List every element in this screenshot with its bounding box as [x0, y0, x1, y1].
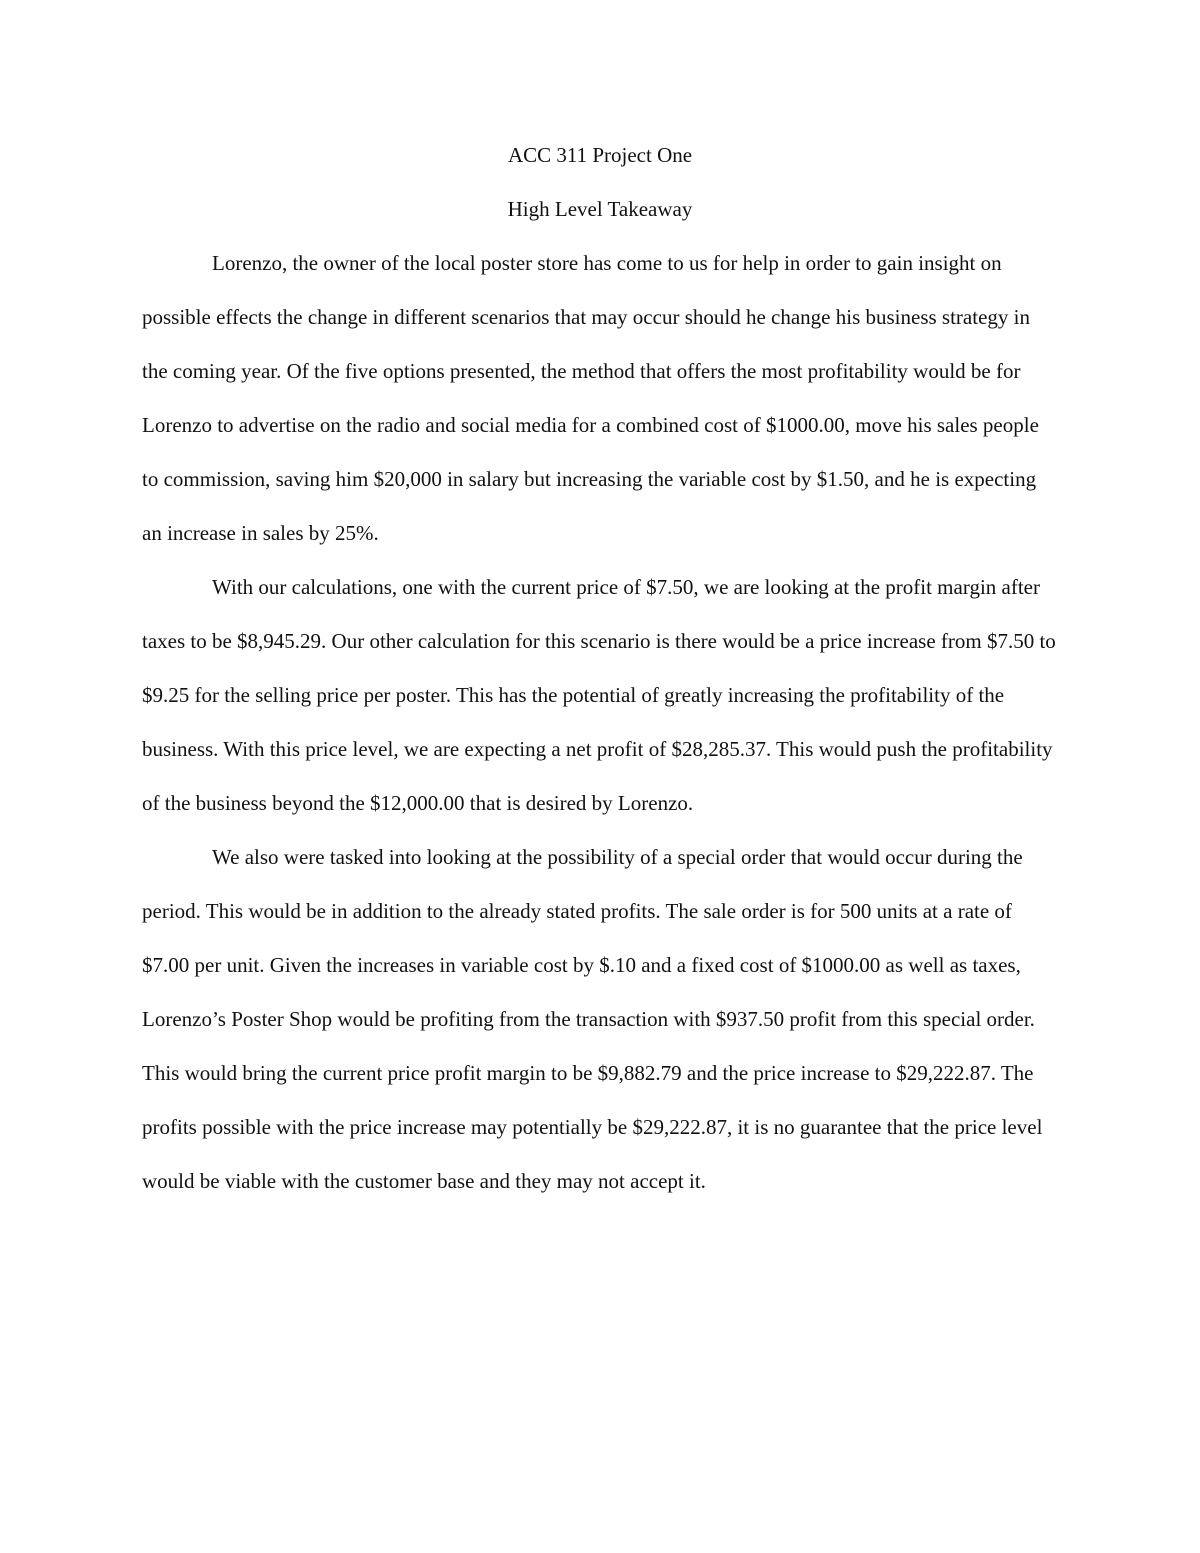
paragraph-1: Lorenzo, the owner of the local poster store has come to us for help in order to gain insight on possible effects the change in different scenarios that may occur should he change his business strategy in the coming year. Of the five options presented, the method that offers the most profitability would be for Lorenzo to advertise on the radio and social media for a combined cost of $1000.00, move his sales people to commission, saving him $20,000 in salary but increasing the variable cost by $1.50, and he is expecting an increase in sales by 25%. — [142, 251, 1039, 545]
document-title: ACC 311 Project One — [507, 143, 693, 167]
document-body — [142, 128, 1058, 1208]
document-subtitle: High Level Takeaway — [507, 197, 693, 221]
paragraph-2: With our calculations, one with the current price of $7.50, we are looking at the profit margin after taxes to be $8,945.29. Our other calculation for this scenario is there would be a price increase from $7.50 to $9.25 for the selling price per poster. This has the potential of greatly increasing the profitability of the business. With this price level, we are expecting a net profit of $28,285.37. This would push the profitability of the business beyond the $12,000.00 that is desired by Lorenzo. — [142, 575, 1056, 815]
paragraph-3: We also were tasked into looking at the possibility of a special order that would occur during the period. This would be in addition to the already stated profits. The sale order is for 500 units at a rate of $7.00 per unit. Given the increases in variable cost by $.10 and a fixed cost of $1000.00 as well as taxes, Lorenzo’s Poster Shop would be profiting from the transaction with $937.50 profit from this special order. This would bring the current price profit margin to be $9,882.79 and the price increase to $29,222.87. The profits possible with the price increase may potentially be $29,222.87, it is no guarantee that the price level would be viable with the customer base and they may not accept it. — [142, 845, 1043, 1193]
